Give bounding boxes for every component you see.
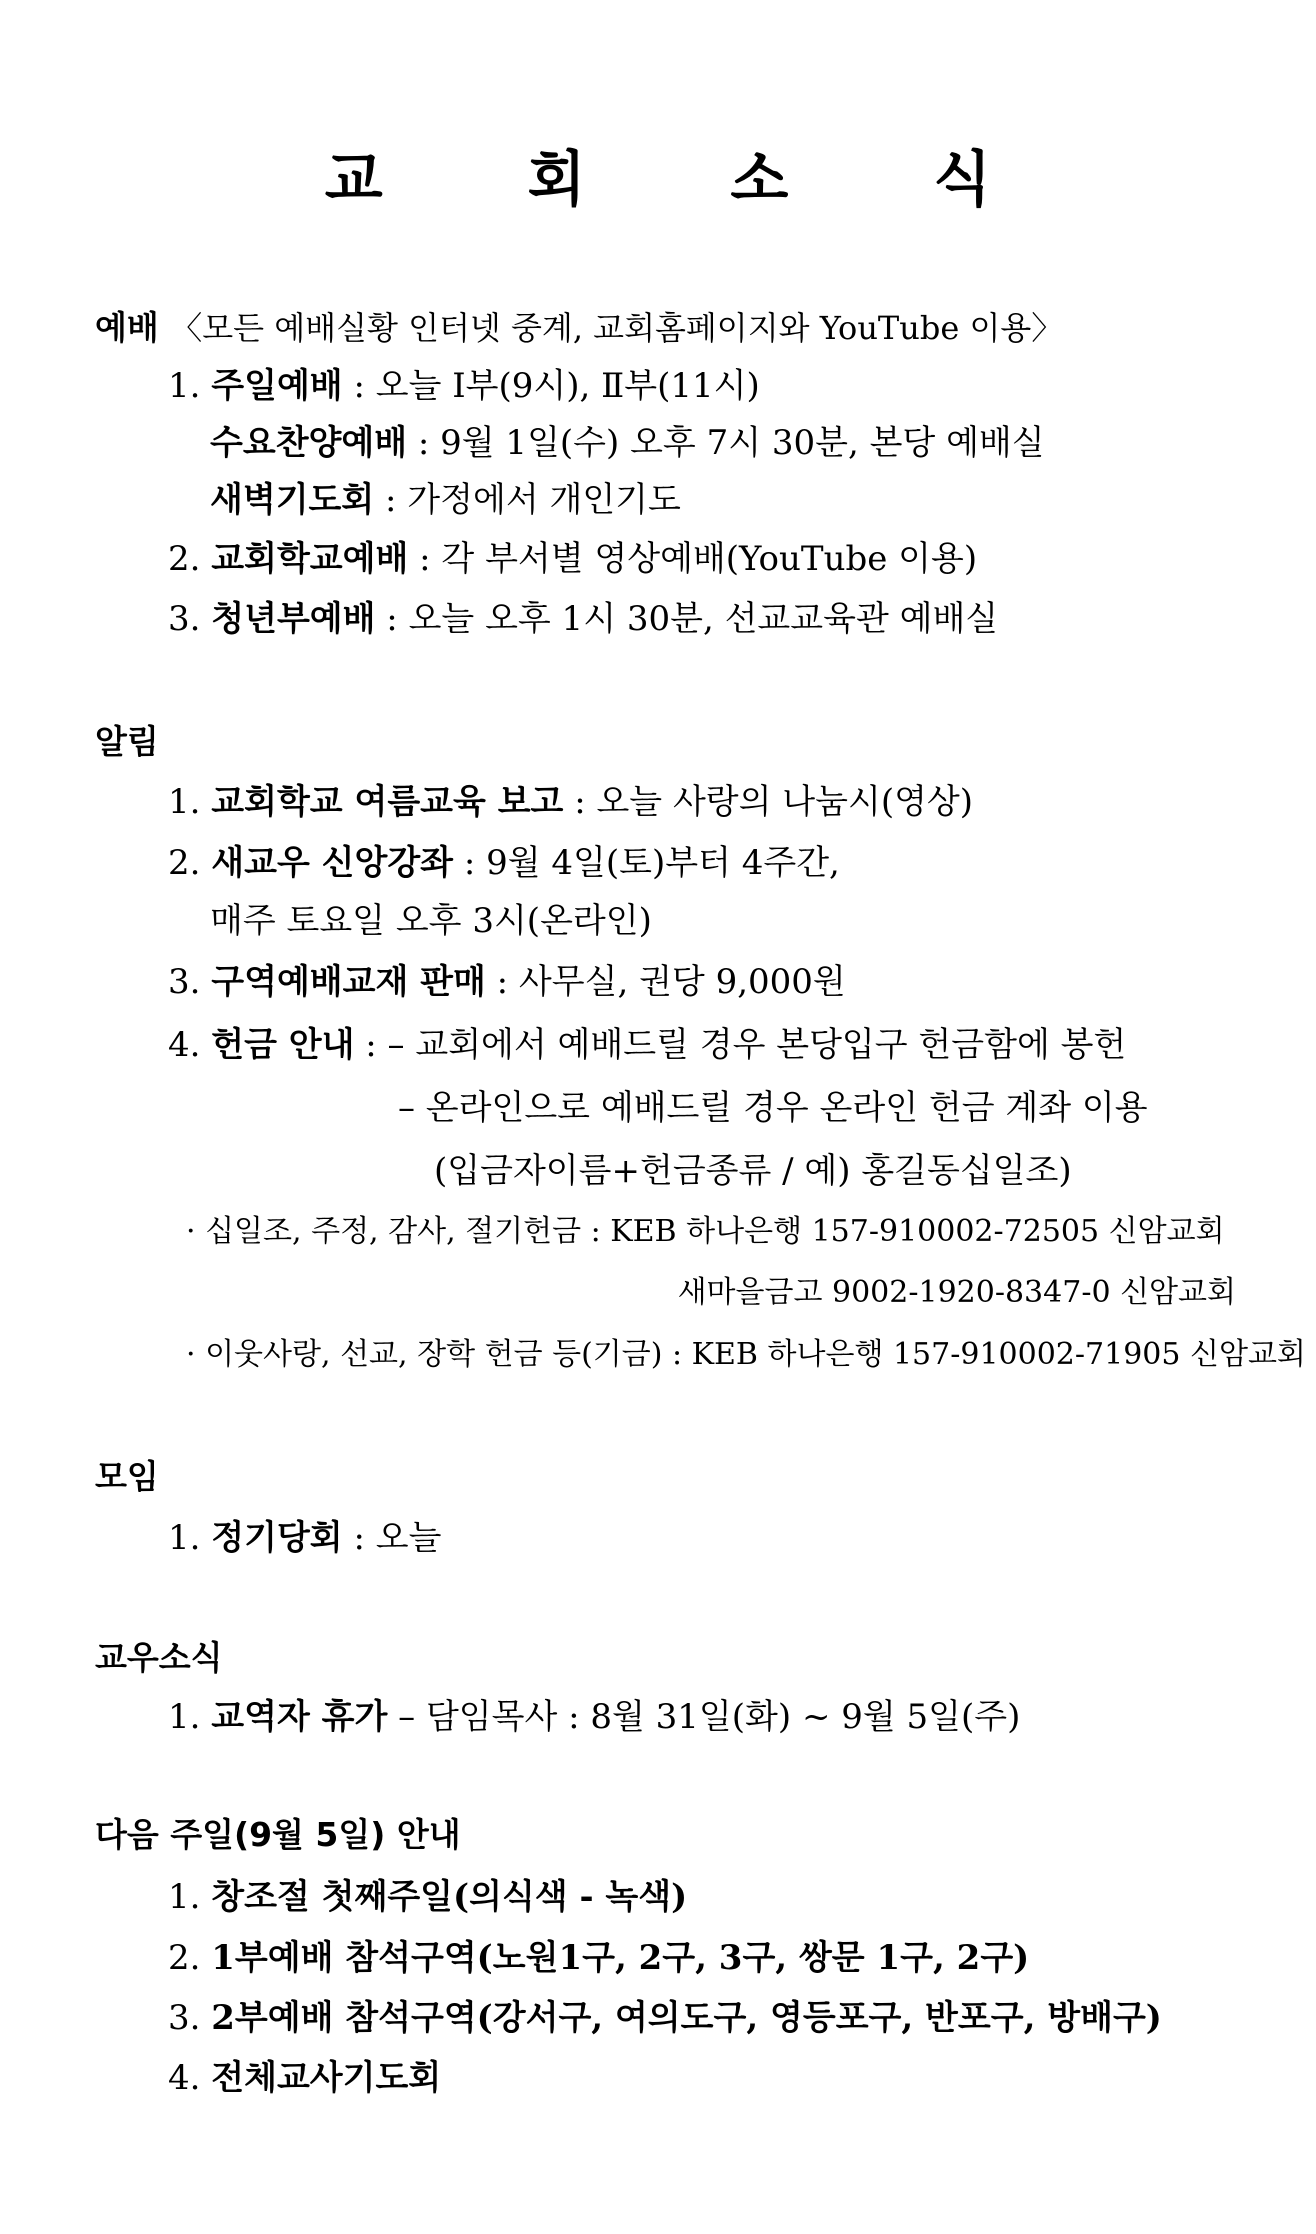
- item-label: 교역자 휴가: [211, 1697, 388, 1737]
- item-number: 1.: [168, 1518, 201, 1558]
- notice-item-cont: – 온라인으로 예배드릴 경우 온라인 헌금 계좌 이용: [398, 1088, 1148, 1128]
- next-week-item: [168, 2056, 441, 2100]
- offering-account-fund: · 이웃사랑, 선교, 장학 헌금 등(기금) : KEB 하나은행 157-910002-71905 신암교회: [186, 1337, 1306, 1372]
- item-label: 수요찬양예배: [210, 423, 408, 463]
- notice-item: [168, 841, 840, 885]
- worship-item: [210, 478, 681, 522]
- worship-heading-row: [95, 306, 1063, 350]
- item-label: 헌금 안내: [211, 1025, 355, 1065]
- item-text: : 가정에서 개인기도: [374, 480, 681, 520]
- item-text: – 담임목사 : 8월 31일(화) ~ 9월 5일(주): [387, 1697, 1021, 1737]
- item-text: : 9월 1일(수) 오후 7시 30분, 본당 예배실: [407, 423, 1045, 463]
- next-week-item: [168, 1996, 1162, 2040]
- meeting-heading: 모임: [95, 1457, 159, 1496]
- next-week-item: [168, 1936, 1029, 1980]
- item-label: 정기당회: [211, 1518, 343, 1558]
- item-label: 새벽기도회: [210, 480, 375, 520]
- item-number: 3.: [168, 599, 201, 639]
- members-item: [168, 1695, 1020, 1739]
- item-text: : 오늘 Ⅰ부(9시), Ⅱ부(11시): [342, 366, 760, 406]
- meeting-item: [168, 1516, 441, 1560]
- item-text: : 오늘 오후 1시 30분, 선교교육관 예배실: [375, 599, 999, 639]
- item-text: 1부예배 참석구역(노원1구, 2구, 3구, 쌍문 1구, 2구): [211, 1938, 1030, 1978]
- item-number: 4.: [168, 1025, 201, 1065]
- item-number: 2.: [168, 1938, 201, 1978]
- item-label: 구역예배교재 판매: [211, 962, 486, 1002]
- item-text: 창조절 첫째주일(의식색 - 녹색): [211, 1877, 688, 1917]
- item-number: 1.: [168, 1877, 201, 1917]
- item-text: : 9월 4일(토)부터 4주간,: [453, 843, 840, 883]
- item-label: 교회학교예배: [211, 539, 409, 579]
- item-text: : – 교회에서 예배드릴 경우 본당입구 헌금함에 봉헌: [354, 1025, 1127, 1065]
- item-number: 3.: [168, 1998, 201, 2038]
- page-title: 교 회 소 식: [324, 145, 1054, 215]
- item-text: 2부예배 참석구역(강서구, 여의도구, 영등포구, 반포구, 방배구): [211, 1998, 1162, 2038]
- next-week-item: [168, 1875, 687, 1919]
- notice-item: [168, 960, 846, 1004]
- item-label: 교회학교 여름교육 보고: [211, 782, 564, 822]
- item-number: 1.: [168, 782, 201, 822]
- worship-item: [210, 421, 1045, 465]
- notice-item: [168, 780, 973, 824]
- item-text: : 각 부서별 영상예배(YouTube 이용): [408, 539, 978, 579]
- item-label: 청년부예배: [211, 599, 376, 639]
- item-label: 새교우 신앙강좌: [211, 843, 454, 883]
- worship-heading: 예배: [95, 308, 159, 347]
- notice-item-cont: 매주 토요일 오후 3시(온라인): [210, 901, 652, 941]
- notice-item-cont: (입금자이름+헌금종류 / 예) 홍길동십일조): [434, 1151, 1072, 1191]
- members-heading: 교우소식: [95, 1638, 223, 1677]
- item-text: 전체교사기도회: [211, 2058, 442, 2098]
- item-number: 2.: [168, 539, 201, 579]
- worship-item: [168, 364, 760, 408]
- worship-note: 〈모든 예배실황 인터넷 중계, 교회홈페이지와 YouTube 이용〉: [170, 309, 1064, 347]
- item-text: : 오늘 사랑의 나눔시(영상): [563, 782, 974, 822]
- worship-item: [168, 597, 998, 641]
- item-text: : 사무실, 권당 9,000원: [485, 962, 846, 1002]
- item-number: 2.: [168, 843, 201, 883]
- item-number: 4.: [168, 2058, 201, 2098]
- item-label: 주일예배: [211, 366, 343, 406]
- item-number: 3.: [168, 962, 201, 1002]
- notice-item: [168, 1023, 1126, 1067]
- offering-account-saemaul: 새마을금고 9002-1920-8347-0 신암교회: [677, 1275, 1236, 1310]
- next-week-heading: 다음 주일(9월 5일) 안내: [95, 1815, 461, 1854]
- notice-heading: 알림: [95, 722, 159, 761]
- item-number: 1.: [168, 1697, 201, 1737]
- item-text: : 오늘: [342, 1518, 442, 1558]
- offering-account-tithe: · 십일조, 주정, 감사, 절기헌금 : KEB 하나은행 157-910002-72505 신암교회: [186, 1214, 1225, 1249]
- item-number: 1.: [168, 366, 201, 406]
- worship-item: [168, 537, 977, 581]
